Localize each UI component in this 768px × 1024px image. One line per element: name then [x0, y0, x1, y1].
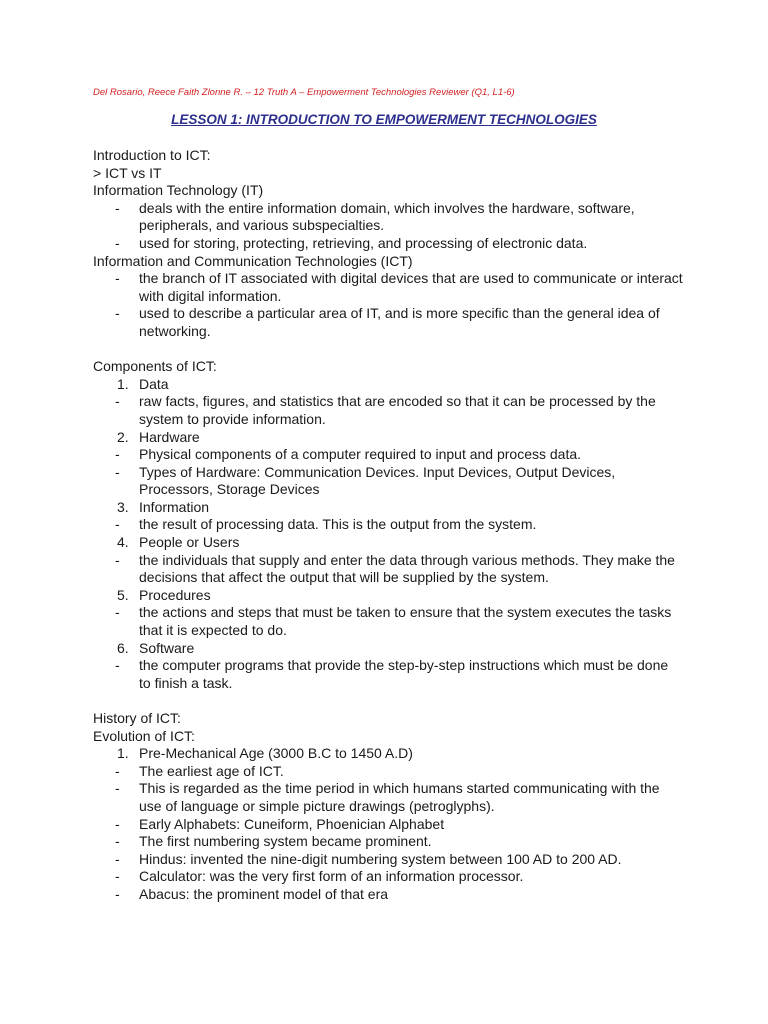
item-number: 3. [117, 498, 129, 515]
bullet-item [93, 464, 683, 499]
item-text: the result of processing data. This is the output from the system. [139, 516, 537, 533]
item-text: used for storing, protecting, retrieving, and processing of electronic data. [139, 234, 588, 251]
item-text: Software [139, 639, 195, 656]
item-text: the actions and steps that must be taken to ensure that the system executes the tasks that it is expected to do. [139, 604, 672, 639]
lesson-title: LESSON 1: INTRODUCTION TO EMPOWERMENT TECHNOLOGIES [171, 112, 597, 127]
bullet-item [93, 200, 683, 235]
bullet-item [93, 886, 683, 904]
bullet-item [93, 552, 683, 587]
bullet-item [93, 446, 683, 464]
item-text: Hindus: invented the nine-digit numbering system between 100 AD to 200 AD. [139, 850, 622, 867]
page-header: Del Rosario, Reece Faith Zlonne R. – 12 Truth A – Empowerment Technologies Reviewer (Q1, L1-6) [93, 87, 515, 98]
dash-bullet: - [115, 551, 120, 568]
item-text: This is regarded as the time period in which humans started communicating with the use of language or simple picture drawings (petroglyphs). [139, 780, 660, 814]
item-text: Types of Hardware: Communication Devices. Input Devices, Output Devices, Processors, Storage Devices [139, 463, 616, 498]
bullet-item [93, 270, 683, 305]
item-text: Hardware [139, 428, 200, 445]
item-text: The first numbering system became prominent. [139, 833, 432, 850]
dash-bullet: - [115, 234, 120, 251]
dash-bullet: - [115, 516, 120, 533]
dash-bullet: - [115, 270, 120, 287]
item-text: The earliest age of ICT. [139, 762, 284, 779]
section-line: > ICT vs IT [93, 164, 162, 181]
numbered-item [93, 499, 683, 517]
dash-bullet: - [115, 199, 120, 216]
numbered-item [93, 587, 683, 605]
numbered-item [93, 534, 683, 552]
item-text: Pre-Mechanical Age (3000 B.C to 1450 A.D) [139, 745, 413, 762]
section-line: Introduction to ICT: [93, 147, 211, 163]
document-body [93, 147, 683, 904]
section-line: Information and Communication Technologies (ICT) [93, 252, 413, 269]
numbered-item [93, 429, 683, 447]
blank-line [93, 692, 683, 710]
dash-bullet: - [115, 885, 120, 902]
dash-bullet: - [115, 305, 120, 322]
item-text: raw facts, figures, and statistics that are encoded so that it can be processed by the system to provide information. [139, 393, 656, 427]
numbered-item [93, 640, 683, 658]
item-number: 2. [117, 428, 129, 445]
item-number: 4. [117, 534, 129, 551]
item-text: Physical components of a computer required to input and process data. [139, 446, 582, 463]
dash-bullet: - [115, 604, 120, 621]
section-line: Information Technology (IT) [93, 182, 264, 199]
item-number: 5. [117, 586, 129, 603]
numbered-item [93, 376, 683, 394]
item-number: 6. [117, 639, 129, 656]
bullet-item [93, 657, 683, 692]
section-line: Evolution of ICT: [93, 727, 195, 744]
bullet-item [93, 868, 683, 886]
item-number: 1. [117, 745, 129, 762]
bullet-item [93, 763, 683, 781]
bullet-item [93, 604, 683, 639]
section-line: History of ICT: [93, 710, 181, 726]
item-text: Early Alphabets: Cuneiform, Phoenician Alphabet [139, 815, 445, 832]
dash-bullet: - [115, 657, 120, 674]
bullet-item [93, 235, 683, 253]
dash-bullet: - [115, 850, 120, 867]
item-text: Data [139, 375, 169, 392]
item-text: People or Users [139, 534, 240, 551]
section-line: Components of ICT: [93, 358, 217, 375]
dash-bullet: - [115, 815, 120, 832]
bullet-item [93, 851, 683, 869]
item-text: the computer programs that provide the step-by-step instructions which must be done to finish a task. [139, 657, 669, 691]
bullet-item [93, 833, 683, 851]
dash-bullet: - [115, 393, 120, 410]
item-text: Information [139, 498, 210, 515]
item-text: Procedures [139, 586, 211, 603]
dash-bullet: - [115, 780, 120, 797]
numbered-item [93, 745, 683, 763]
bullet-item [93, 816, 683, 834]
item-text: deals with the entire information domain, which involves the hardware, software, peripherals, and various subspecialties. [139, 199, 635, 234]
item-number: 1. [117, 375, 129, 392]
item-text: the branch of IT associated with digital devices that are used to communicate or interact with digital information. [139, 270, 683, 304]
dash-bullet: - [115, 762, 120, 779]
item-text: the individuals that supply and enter the data through various methods. They make the decisions that affect the output that will be supplied by the system. [139, 551, 675, 586]
dash-bullet: - [115, 868, 120, 885]
item-text: Abacus: the prominent model of that era [139, 885, 389, 902]
bullet-item [93, 516, 683, 534]
item-text: Calculator: was the very first form of an information processor. [139, 868, 524, 885]
item-text: used to describe a particular area of IT, and is more specific than the general idea of networking. [139, 305, 660, 339]
blank-line [93, 341, 683, 359]
dash-bullet: - [115, 833, 120, 850]
dash-bullet: - [115, 446, 120, 463]
bullet-item [93, 305, 683, 340]
bullet-item [93, 393, 683, 428]
dash-bullet: - [115, 463, 120, 480]
bullet-item [93, 780, 683, 815]
